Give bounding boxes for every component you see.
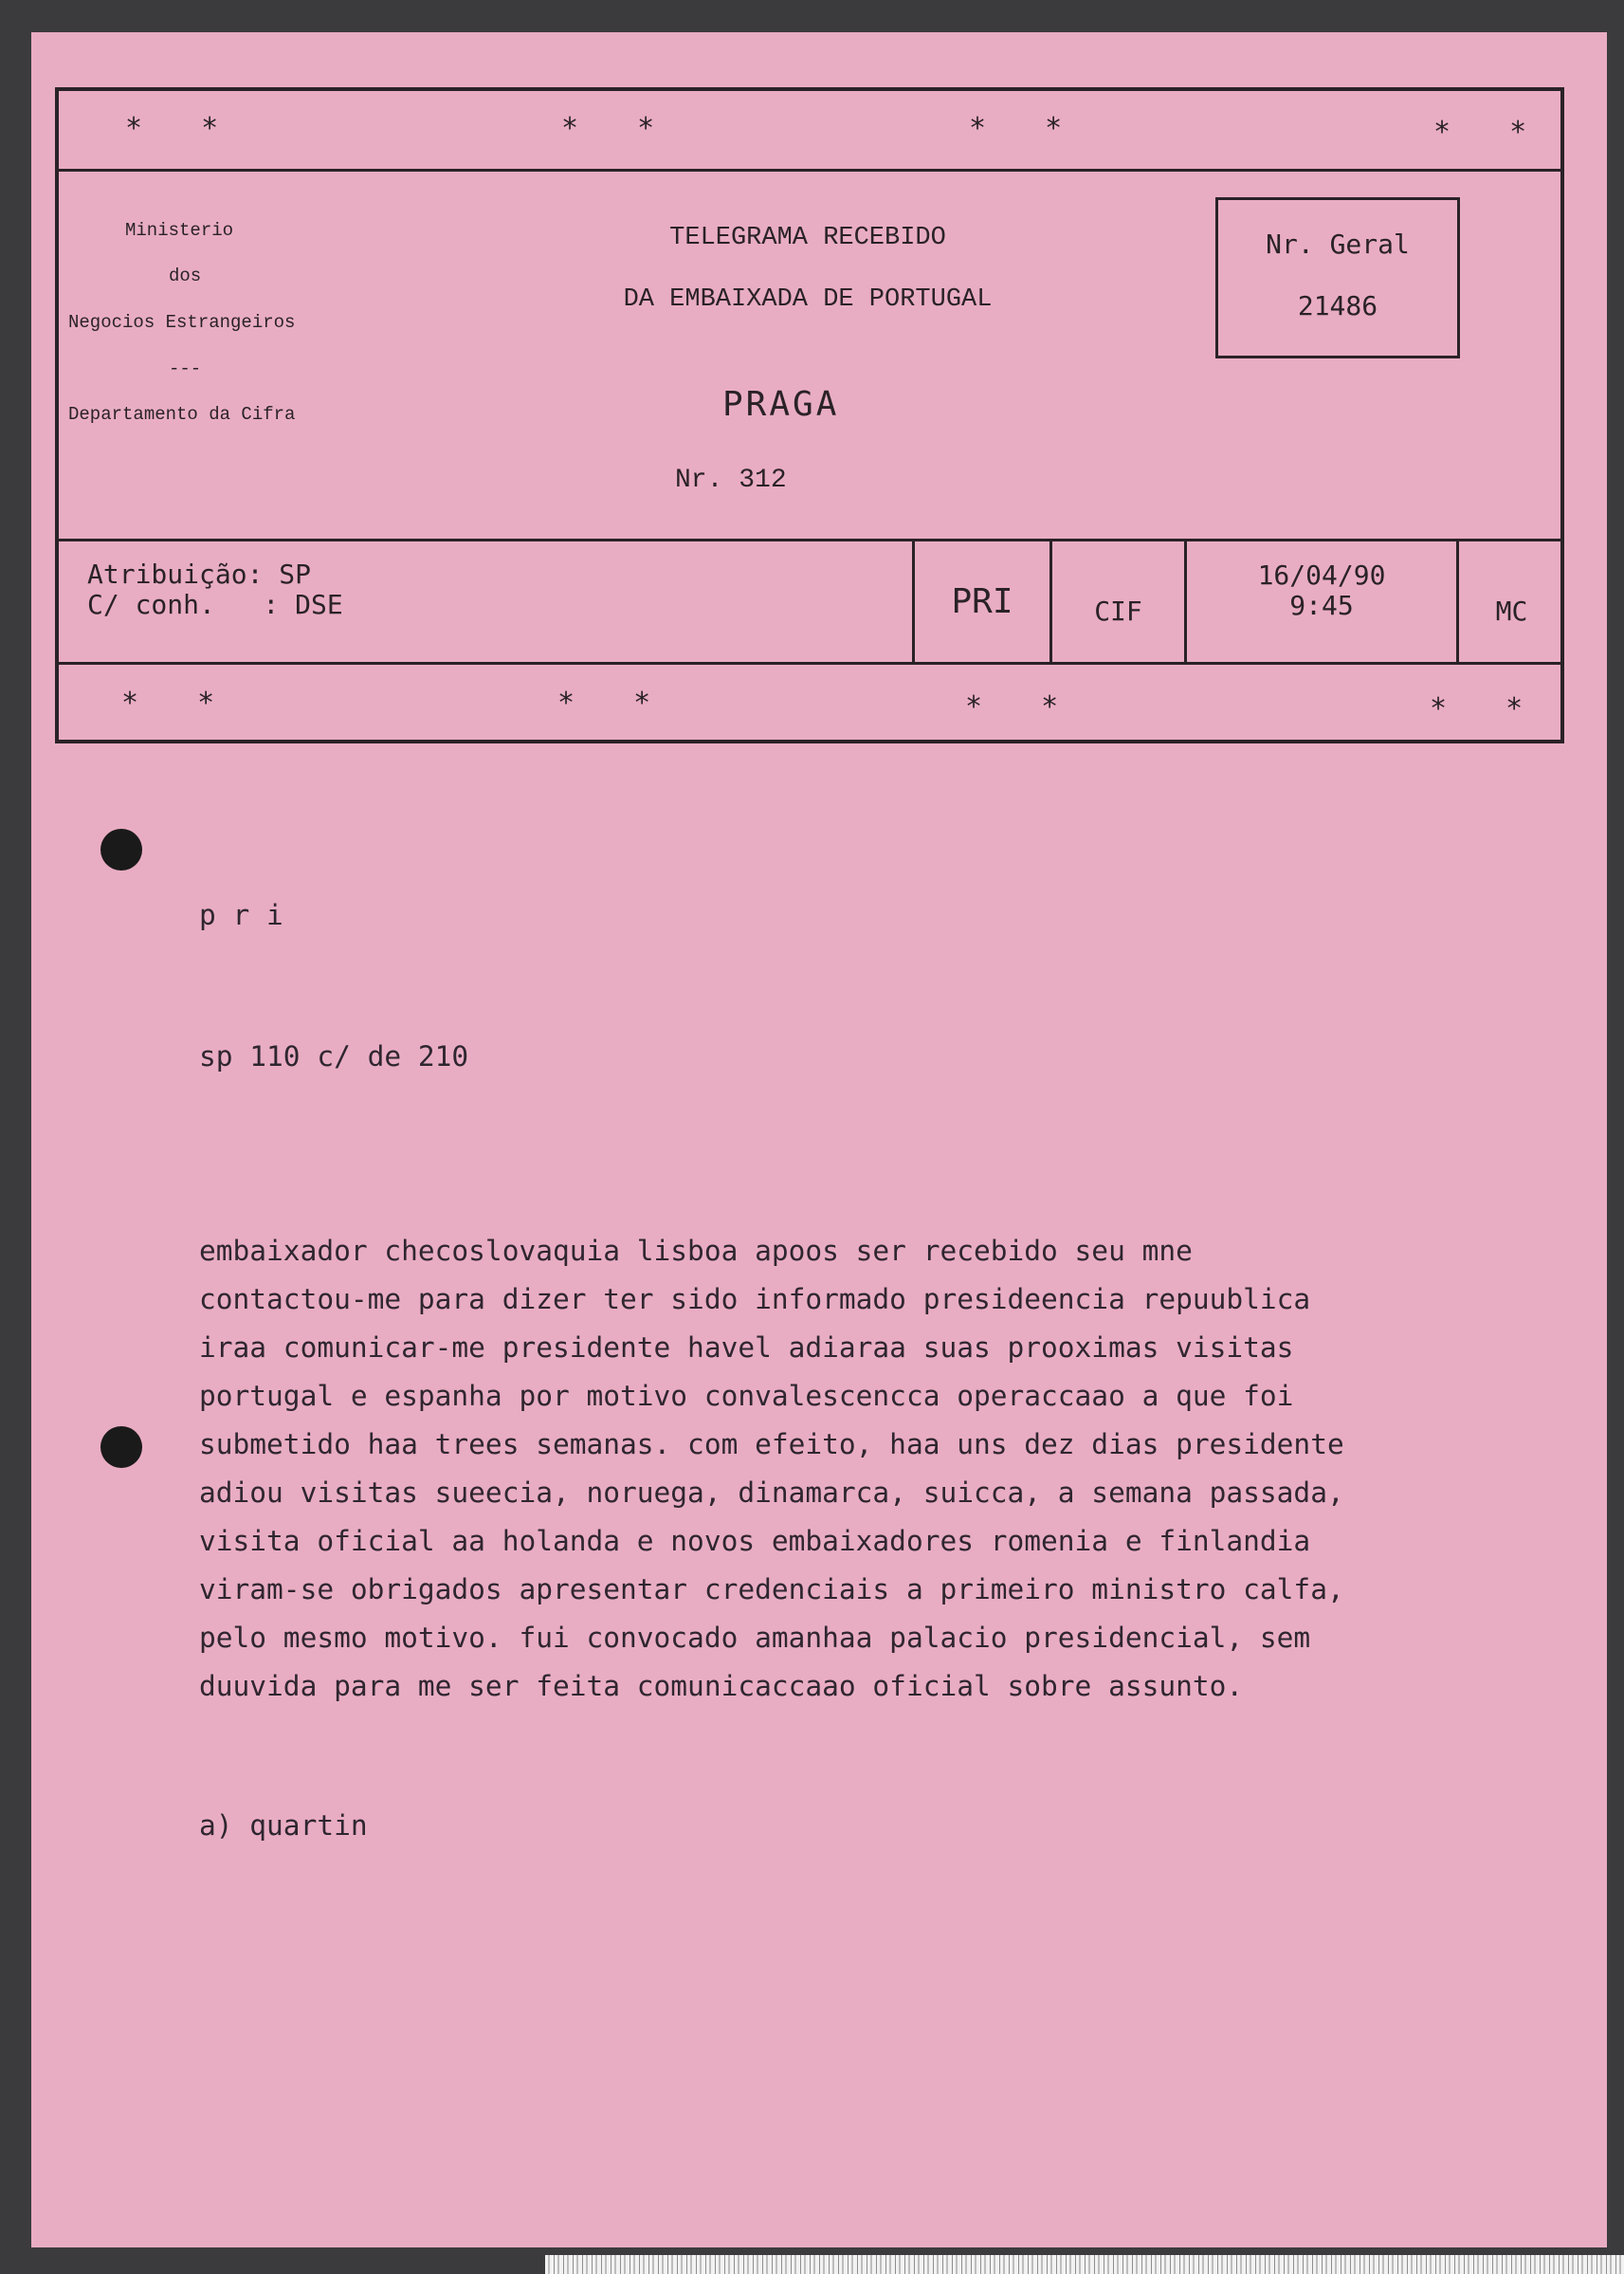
rule-bottom [59, 662, 1560, 665]
city-name: PRAGA [722, 385, 840, 424]
priority-cell: PRI [951, 582, 1013, 621]
type-cell: CIF [1094, 596, 1142, 627]
stars-top-1: * * [125, 112, 240, 145]
conhecimento: C/ conh. : DSE [87, 589, 343, 620]
ministry-line-1: Ministerio [125, 220, 234, 241]
message-line: adiou visitas sueecia, noruega, dinamarca, suicca, a semana passada, [199, 1476, 1344, 1509]
ministry-line-3: Negocios Estrangeiros [68, 312, 296, 333]
stars-bottom-1: * * [121, 687, 236, 720]
stars-bottom-3: * * [965, 690, 1080, 724]
scan-edge-strip [545, 2255, 1624, 2274]
stars-top-2: * * [561, 112, 676, 145]
time-cell: 9:45 [1289, 590, 1354, 621]
embassy-title: DA EMBAIXADA DE PORTUGAL [623, 285, 993, 314]
ministry-line-5: Departamento da Cifra [68, 404, 296, 425]
date-cell: 16/04/90 [1257, 559, 1386, 591]
signature: a) quartin [199, 1809, 368, 1842]
ministry-line-2: dos [169, 266, 202, 286]
nr-geral-value: 21486 [1297, 290, 1378, 321]
message-line: contactou-me para dizer ter sido informado presideencia repuublica [199, 1283, 1311, 1315]
priority-line: p r i [199, 899, 283, 931]
atribuicao: Atribuição: SP [87, 559, 312, 590]
ministry-line-4: --- [169, 358, 202, 379]
message-line: duuvida para me ser feita comunicaccaao oficial sobre assunto. [199, 1670, 1244, 1702]
reference-line: sp 110 c/ de 210 [199, 1040, 469, 1073]
message-line: iraa comunicar-me presidente havel adiaraa suas prooximas visitas [199, 1331, 1294, 1364]
punch-hole-bottom [100, 1426, 142, 1468]
initials-cell: MC [1495, 596, 1528, 627]
telegram-title: TELEGRAMA RECEBIDO [669, 224, 946, 252]
stars-top-4: * * [1433, 116, 1548, 149]
rule-top [59, 169, 1560, 172]
message-line: viram-se obrigados apresentar credenciais a primeiro ministro calfa, [199, 1573, 1344, 1605]
message-line: visita oficial aa holanda e novos embaixadores romenia e finlandia [199, 1525, 1311, 1557]
message-line: pelo mesmo motivo. fui convocado amanhaa palacio presidencial, sem [199, 1622, 1311, 1654]
stars-bottom-4: * * [1430, 692, 1544, 725]
telegram-number: Nr. 312 [675, 466, 787, 495]
message-line: embaixador checoslovaquia lisboa apoos ser recebido seu mne [199, 1235, 1193, 1267]
stars-top-3: * * [969, 112, 1084, 145]
stars-bottom-2: * * [557, 687, 672, 720]
message-line: portugal e espanha por motivo convalescencca operaccaao a que foi [199, 1380, 1294, 1412]
nr-geral-box [1215, 197, 1460, 358]
punch-hole-top [100, 829, 142, 871]
rule-middle [59, 539, 1560, 541]
message-line: submetido haa trees semanas. com efeito, haa uns dez dias presidente [199, 1428, 1344, 1460]
nr-geral-label: Nr. Geral [1266, 229, 1410, 260]
telegram-header-form [55, 87, 1564, 743]
